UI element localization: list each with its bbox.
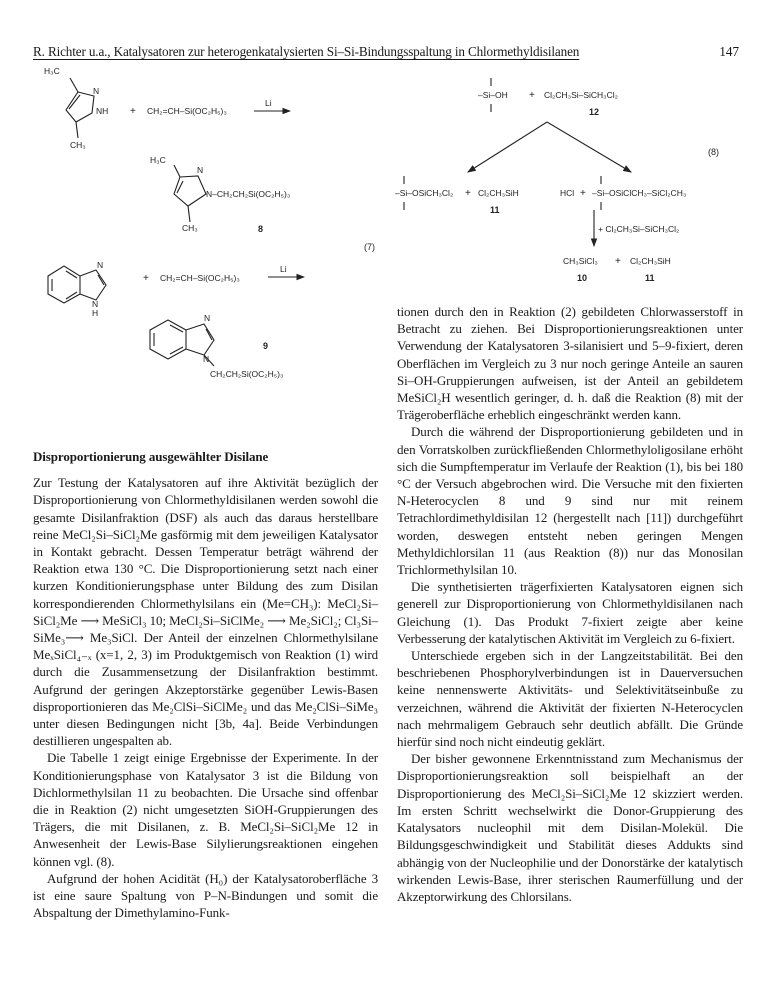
label: 11 [490, 205, 500, 215]
paragraph: Der bisher gewonnene Erkenntnisstand zum Mechanismus der Disproportionierungsreaktion soll beispielhaft an der Disproportionierung des MeCl₂Si–SiCl₂Me 12 skizziert werden. Im ersten Schritt wechselwirkt die Donor-Gruppierung des Katalysators nucleophil mit dem Disilan-Molekül. Die Bildungsgeschwindigkeit und Stabilität dieses Addukts sind abhängig von der Nucleophilie und der Donorstärke der katalytisch wirkenden Lewis-Base, ihrer sterischen Raumerfüllung und der Akzeptorwirkung des Chlorsilans. [397, 751, 743, 904]
label: + Cl₂CH₃Si–SiCH₃Cl₂ [598, 224, 680, 234]
label: + [615, 256, 621, 267]
label: + [143, 273, 149, 284]
label: –Si–OH [478, 90, 508, 100]
label: + [529, 90, 535, 101]
paragraph: Zur Testung der Katalysatoren auf ihre Aktivität bezüglich der Disproportionierung von Chlormethyldisilanen werden sowohl die gesamte Disilanfraktion (DSF) als auch das daraus herstellbare reine MeCl₂Si–SiCl₂Me gasförmig mit dem jeweiligen Katalysator in Kontakt gebracht. Dessen Temperatur beträgt während der Reaktion etwa 130 °C. Die Disproportionierung setzt nach einer kurzen Konditionierungsphase unter Bildung des zum Disilan korrespondierenden Chlormethylsilans ein (Me=CH₃): MeCl₂Si–SiCl₂Me ⟶ MeSiCl₃ 10; MeCl₂Si–SiClMe₂ ⟶ Me₂SiCl₂; Cl₃Si–SiMe₃⟶ Me₃SiCl. Der Anteil der einzelnen Chlormethylsilane MeₓSiCl₄₋ₓ (x=1, 2, 3) im Produktgemisch von Reaktion (1) wird durch die Zusammensetzung der Disilanfraktion bestimmt. Aufgrund der geringen Akzeptorstärke gegenüber Lewis-Basen disproportionieren das Me₂ClSi–SiClMe₂ und das Me₂ClSi–SiMe₃ unter diesen Bedingungen nicht [3b, 4a]. Beide Verbindungen destillieren ungespalten ab. [33, 475, 378, 749]
paragraph: tionen durch den in Reaktion (2) gebildeten Chlorwasserstoff in Betracht zu ziehen. Bei Disproportionierungsreaktionen unter Verwendung der Katalysatoren 3-silanisiert und 5–9-fixiert, deren Oberflächen im Vergleich zu 3 nur noch geringe Anteile an sauren Si–OH-Gruppierungen aufweisen, ist der Anteil an gebildetem MeSiCl₂H wesentlich geringer, d. h. daß die Reaktion (8) mit der Trägeroberfläche erheblich eingeschränkt werden kann. [397, 304, 743, 423]
scheme-8-labels [395, 90, 719, 283]
label: CH₂CH₂Si(OC₂H₅)₃ [210, 369, 284, 379]
pyrazole-ring [66, 78, 94, 138]
label: 11 [645, 273, 655, 283]
label: H₃C [150, 155, 166, 165]
left-column [33, 448, 378, 921]
label: 12 [589, 107, 600, 117]
label: 8 [258, 224, 264, 234]
paragraph: Die Tabelle 1 zeigt einige Ergebnisse der Experimente. In der Konditionierungsphase von Katalysator 3 ist die Bildung von Dichlormethylsilan 11 zu beobachten. Die Ursache sind offenbar die in Reaktion (2) nicht umgesetzten SiOH-Gruppierungen des Trägers, die mit Disilanen, z. B. MeCl₂Si–SiCl₂Me 12 in Anwesenheit der Lewis-Base Silylierungsreaktionen eingehen können vgl. (8). [33, 750, 378, 869]
label: H [92, 308, 99, 318]
label: 10 [577, 273, 588, 283]
label: + [130, 106, 136, 117]
label: –Si–OSiCH₃Cl₂ [395, 188, 454, 198]
label: N [92, 299, 99, 309]
label: N [97, 260, 104, 270]
label: 9 [263, 341, 269, 351]
label: N [204, 313, 211, 323]
label: Cl₂CH₃SiH [630, 256, 671, 266]
label: + [580, 188, 586, 199]
label: CH₂=CH–Si(OC₂H₅)₃ [147, 106, 227, 116]
right-column [397, 303, 743, 905]
paragraph: Durch die während der Disproportionierung gebildeten und in den Vorratskolben zurückfließenden Chlormethyloligosilane erhöht sich die Sumpftemperatur im Verlaufe der Reaktion (1), bis bei 180 °C der Versuch abgebrochen wird. Die Versuche mit den fixierten N-Heterocyclen 8 und 9 sind nur mit reinem Tetrachlordimethyldisilan 12 (hergestellt nach [11]) durchgeführt worden, deswegen entsteht neben geringen Mengen Methyldichlorsilan 11 (aus Reaktion (8)) nur das Monosilan Trichlormethylsilan 10. [397, 424, 743, 578]
label: + [465, 188, 471, 199]
label: N [197, 165, 204, 175]
paragraph: Unterschiede ergeben sich in der Langzeitstabilität. Bei den beschriebenen Phosphorylverbindungen ist in Dauerversuchen keine nennenswerte Aktivitäts- und Selektivitätseinbuße zu verzeichnen, während die Aktivität der fixierten N-Heterocyclen nach mehrmaligem Gebrauch sehr deutlich abfällt. Die Gründe hierfür sind noch nicht eindeutig geklärt. [397, 648, 743, 750]
paragraph: Aufgrund der hohen Acidität (H₀) der Katalysatoroberfläche 3 ist eine saure Spaltung von P–N-Bindungen und somit die Abspaltung der Dimethylamino-Funk- [33, 870, 378, 921]
label: –Si–OSiClCH₃–SiCl₂CH₃ [592, 188, 687, 198]
label: CH₂=CH–Si(OC₂H₅)₃ [160, 273, 240, 283]
label: CH₃ [182, 223, 198, 233]
label: Li [280, 264, 287, 274]
label: HCl [560, 188, 575, 198]
label: H₃C [44, 66, 60, 76]
running-title: R. Richter u.a., Katalysatoren zur heterogenkatalysierten Si–Si-Bindungsspaltung in Chlormethyldisilanen [33, 44, 580, 59]
label: Li [265, 98, 272, 108]
label: N–CH₂CH₂Si(OC₂H₅)₃ [206, 189, 291, 199]
page-number: 147 [719, 44, 739, 59]
label: (8) [708, 147, 719, 157]
scheme-7 [48, 78, 304, 366]
label: N [93, 86, 100, 96]
label: N [203, 354, 210, 364]
label: CH₃SiCl₃ [563, 256, 598, 266]
label: Cl₂CH₃SiH [478, 188, 519, 198]
scheme-8 [404, 78, 631, 246]
label: Cl₂CH₃Si–SiCH₃Cl₂ [544, 90, 618, 100]
label: (7) [364, 242, 375, 252]
paragraph: Die synthetisierten trägerfixierten Katalysatoren eignen sich generell zur Disproportionierung von Chlormethyldisilanen nach Gleichung (1). Das Produkt 7-fixiert zeigte aber keine Verbesserung der katalytischen Aktivität im Vergleich zu 6-fixiert. [397, 579, 743, 646]
benzimidazole-ring [48, 266, 106, 303]
label: NH [96, 106, 109, 116]
section-heading: Disproportionierung ausgewählter Disilane [33, 449, 269, 464]
label: CH₃ [70, 140, 86, 150]
